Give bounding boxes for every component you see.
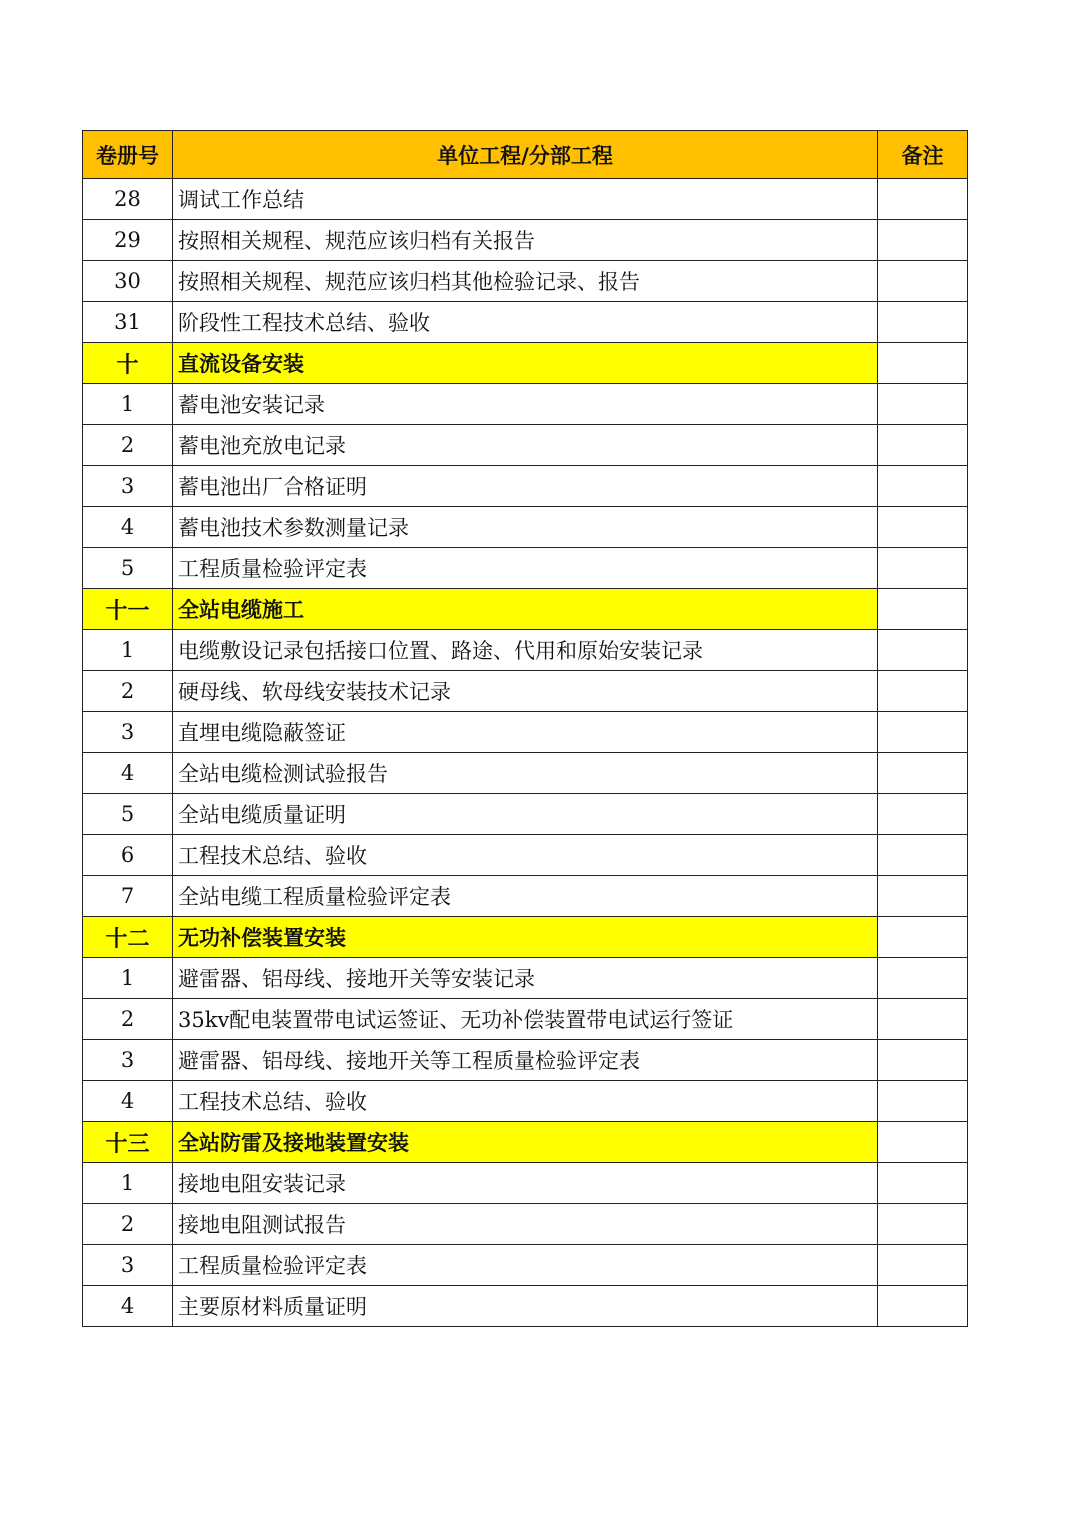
volume-number: 5 bbox=[83, 794, 173, 835]
section-row bbox=[83, 343, 968, 384]
volume-number: 3 bbox=[83, 1245, 173, 1286]
volume-number: 2 bbox=[83, 671, 173, 712]
volume-number: 1 bbox=[83, 630, 173, 671]
section-number: 十三 bbox=[83, 1122, 173, 1163]
remarks-cell bbox=[878, 589, 968, 630]
table-row bbox=[83, 179, 968, 220]
table-row bbox=[83, 1163, 968, 1204]
item-title: 硬母线、软母线安装技术记录 bbox=[173, 671, 878, 712]
volume-number: 2 bbox=[83, 999, 173, 1040]
section-row bbox=[83, 917, 968, 958]
item-title: 主要原材料质量证明 bbox=[173, 1286, 878, 1327]
table-row bbox=[83, 1286, 968, 1327]
header-remarks: 备注 bbox=[878, 131, 968, 179]
item-title: 阶段性工程技术总结、验收 bbox=[173, 302, 878, 343]
item-title: 工程技术总结、验收 bbox=[173, 835, 878, 876]
table-header bbox=[83, 131, 968, 179]
table-row bbox=[83, 261, 968, 302]
remarks-cell bbox=[878, 179, 968, 220]
table-row bbox=[83, 1204, 968, 1245]
remarks-cell bbox=[878, 507, 968, 548]
volume-number: 2 bbox=[83, 425, 173, 466]
item-title: 全站电缆工程质量检验评定表 bbox=[173, 876, 878, 917]
remarks-cell bbox=[878, 999, 968, 1040]
volume-number: 3 bbox=[83, 712, 173, 753]
item-title: 工程技术总结、验收 bbox=[173, 1081, 878, 1122]
table-row bbox=[83, 548, 968, 589]
volume-number: 5 bbox=[83, 548, 173, 589]
table-row bbox=[83, 507, 968, 548]
volume-number: 28 bbox=[83, 179, 173, 220]
table-row bbox=[83, 876, 968, 917]
section-title: 全站电缆施工 bbox=[173, 589, 878, 630]
volume-number: 6 bbox=[83, 835, 173, 876]
remarks-cell bbox=[878, 261, 968, 302]
header-volume-number: 卷册号 bbox=[83, 131, 173, 179]
volume-number: 1 bbox=[83, 958, 173, 999]
section-number: 十二 bbox=[83, 917, 173, 958]
remarks-cell bbox=[878, 794, 968, 835]
volume-number: 30 bbox=[83, 261, 173, 302]
item-title: 按照相关规程、规范应该归档有关报告 bbox=[173, 220, 878, 261]
volume-number: 1 bbox=[83, 384, 173, 425]
item-title: 接地电阻安装记录 bbox=[173, 1163, 878, 1204]
item-title: 接地电阻测试报告 bbox=[173, 1204, 878, 1245]
header-unit-project: 单位工程/分部工程 bbox=[173, 131, 878, 179]
remarks-cell bbox=[878, 671, 968, 712]
volume-number: 3 bbox=[83, 466, 173, 507]
remarks-cell bbox=[878, 1040, 968, 1081]
volume-number: 4 bbox=[83, 1286, 173, 1327]
volume-number: 1 bbox=[83, 1163, 173, 1204]
remarks-cell bbox=[878, 1204, 968, 1245]
section-row bbox=[83, 589, 968, 630]
table-row bbox=[83, 466, 968, 507]
section-title: 无功补偿装置安装 bbox=[173, 917, 878, 958]
table-row bbox=[83, 1245, 968, 1286]
header-row bbox=[83, 131, 968, 179]
remarks-cell bbox=[878, 548, 968, 589]
item-title: 直埋电缆隐蔽签证 bbox=[173, 712, 878, 753]
remarks-cell bbox=[878, 630, 968, 671]
remarks-cell bbox=[878, 1122, 968, 1163]
remarks-cell bbox=[878, 1286, 968, 1327]
remarks-cell bbox=[878, 1081, 968, 1122]
remarks-cell bbox=[878, 876, 968, 917]
remarks-cell bbox=[878, 835, 968, 876]
remarks-cell bbox=[878, 1163, 968, 1204]
item-title: 电缆敷设记录包括接口位置、路途、代用和原始安装记录 bbox=[173, 630, 878, 671]
table-row bbox=[83, 630, 968, 671]
section-row bbox=[83, 1122, 968, 1163]
volume-number: 2 bbox=[83, 1204, 173, 1245]
remarks-cell bbox=[878, 466, 968, 507]
table-row bbox=[83, 794, 968, 835]
table-row bbox=[83, 671, 968, 712]
table-row bbox=[83, 753, 968, 794]
table-row bbox=[83, 958, 968, 999]
remarks-cell bbox=[878, 753, 968, 794]
volume-number: 4 bbox=[83, 753, 173, 794]
table-row bbox=[83, 835, 968, 876]
item-title: 工程质量检验评定表 bbox=[173, 548, 878, 589]
volume-number: 31 bbox=[83, 302, 173, 343]
item-title: 按照相关规程、规范应该归档其他检验记录、报告 bbox=[173, 261, 878, 302]
volume-number: 7 bbox=[83, 876, 173, 917]
table-row bbox=[83, 384, 968, 425]
table-row bbox=[83, 712, 968, 753]
table-row bbox=[83, 220, 968, 261]
item-title: 35kv配电装置带电试运签证、无功补偿装置带电试运行签证 bbox=[173, 999, 878, 1040]
section-number: 十一 bbox=[83, 589, 173, 630]
item-title: 全站电缆检测试验报告 bbox=[173, 753, 878, 794]
table-row bbox=[83, 1040, 968, 1081]
remarks-cell bbox=[878, 958, 968, 999]
remarks-cell bbox=[878, 917, 968, 958]
section-title: 直流设备安装 bbox=[173, 343, 878, 384]
volume-number: 4 bbox=[83, 507, 173, 548]
remarks-cell bbox=[878, 302, 968, 343]
archive-index-table bbox=[82, 130, 968, 1327]
item-title: 调试工作总结 bbox=[173, 179, 878, 220]
remarks-cell bbox=[878, 384, 968, 425]
item-title: 蓄电池技术参数测量记录 bbox=[173, 507, 878, 548]
item-title: 工程质量检验评定表 bbox=[173, 1245, 878, 1286]
item-title: 避雷器、铝母线、接地开关等安装记录 bbox=[173, 958, 878, 999]
item-title: 蓄电池出厂合格证明 bbox=[173, 466, 878, 507]
volume-number: 4 bbox=[83, 1081, 173, 1122]
volume-number: 29 bbox=[83, 220, 173, 261]
item-title: 避雷器、铝母线、接地开关等工程质量检验评定表 bbox=[173, 1040, 878, 1081]
item-title: 蓄电池安装记录 bbox=[173, 384, 878, 425]
remarks-cell bbox=[878, 712, 968, 753]
remarks-cell bbox=[878, 425, 968, 466]
table-body bbox=[83, 179, 968, 1327]
section-title: 全站防雷及接地装置安装 bbox=[173, 1122, 878, 1163]
remarks-cell bbox=[878, 343, 968, 384]
table-row bbox=[83, 1081, 968, 1122]
table-row bbox=[83, 999, 968, 1040]
remarks-cell bbox=[878, 220, 968, 261]
volume-number: 3 bbox=[83, 1040, 173, 1081]
remarks-cell bbox=[878, 1245, 968, 1286]
table-row bbox=[83, 302, 968, 343]
item-title: 全站电缆质量证明 bbox=[173, 794, 878, 835]
section-number: 十 bbox=[83, 343, 173, 384]
table-row bbox=[83, 425, 968, 466]
item-title: 蓄电池充放电记录 bbox=[173, 425, 878, 466]
